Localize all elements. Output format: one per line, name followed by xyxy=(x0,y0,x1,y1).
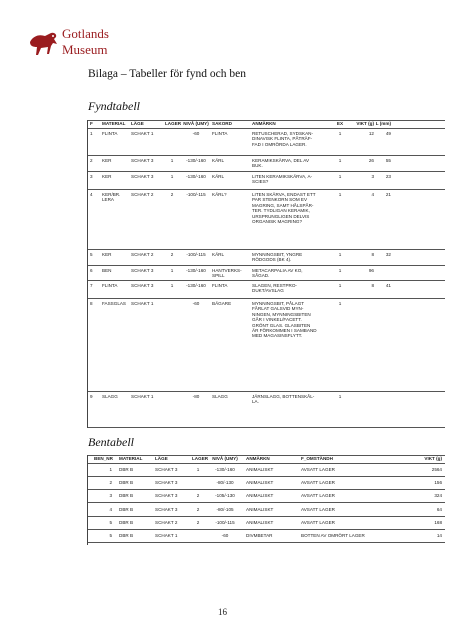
table-cell: 41 xyxy=(385,283,391,288)
logo-line-2: Museum xyxy=(62,42,108,57)
table-cell: 1 xyxy=(338,268,342,273)
table-cell: SCHAKT 2 xyxy=(155,519,178,525)
table-cell: ANIMALISKT xyxy=(246,467,274,472)
table-cell: AVSATT LAGER xyxy=(301,493,335,499)
column-header: NIVÅ (UMY) xyxy=(212,456,238,461)
table-cell: ANIMALISKT xyxy=(246,519,274,525)
table-cell: 168 xyxy=(434,519,442,525)
table-cell: SCHAKT 1 xyxy=(131,301,154,306)
table-cell: AVSATT LAGER xyxy=(301,519,335,525)
table-cell: 96 xyxy=(368,268,374,273)
table-cell: -100/-115 xyxy=(186,192,206,197)
table-cell: FASSGLAS xyxy=(102,301,127,306)
table-rule xyxy=(88,502,445,503)
table-cell: 7 xyxy=(90,283,93,288)
table-cell: DBR B xyxy=(119,533,134,538)
table-cell: BOTTEN AV OMRÖRT LAGER xyxy=(301,533,365,538)
table-cell: -130/-160 xyxy=(186,268,206,273)
table-cell: 8 xyxy=(371,252,374,257)
table-cell: SCHAKT 1 xyxy=(131,394,154,399)
table-cell: KERAMIKSKÄRVA, DEL AV BUK. xyxy=(252,158,310,169)
table-cell: FLINTA xyxy=(102,283,118,288)
table-cell: SCHAKT 1 xyxy=(155,533,178,538)
table-cell: 1 xyxy=(170,158,174,163)
table-cell: JÄRNSLAGG, BOTTENSKÅL- LA. xyxy=(252,394,315,405)
table-cell: 3 xyxy=(371,174,374,179)
table-cell: FLINTA xyxy=(212,131,228,136)
table-cell: 6 xyxy=(90,268,93,273)
table-cell: -60 xyxy=(221,533,229,538)
table-cell: 1 xyxy=(338,394,342,399)
table-cell: KER/BR. LERA xyxy=(102,192,121,203)
table-cell: -60 xyxy=(192,131,200,136)
table-cell: -130/-160 xyxy=(215,467,235,472)
column-header: VIKT (g) xyxy=(424,456,442,461)
table-cell: SLAGG xyxy=(102,394,118,399)
column-header: VIKT (g) xyxy=(356,121,374,126)
column-header: MATERIAL xyxy=(102,121,126,126)
table-cell: DBR B xyxy=(119,519,134,525)
table-cell: 1 xyxy=(338,192,342,197)
table-cell: 2 xyxy=(196,506,200,512)
table-cell: 1 xyxy=(170,268,174,273)
table-cell: 1 xyxy=(109,467,112,472)
column-header: EX xyxy=(336,121,344,126)
table-cell: 1 xyxy=(338,158,342,163)
column-header: F_OMSTÄNDH xyxy=(301,456,333,461)
column-header: ANMÄRKN xyxy=(252,121,276,126)
ben-table-title: Bentabell xyxy=(88,435,134,449)
table-cell: DIVMBETAR xyxy=(246,533,273,538)
column-header: LAGER xyxy=(165,121,182,126)
table-cell: 3 xyxy=(109,493,112,499)
table-cell: -105/-130 xyxy=(215,493,235,499)
table-cell: LITEN KERAMIKSKÄRVA, A- SCIES? xyxy=(252,174,313,185)
table-cell: MYNNINGSBIT, PÅLAGT FÅRLAT GALSVID MYN- NINGEN, MYNNINGSBITEN GÅR I VINKEL/FACETT. GRÖNT GLAS. GLASBITEN ÄR FÖRKOMMEN I SAMBAND MED MAGASINSFLYTT. xyxy=(252,301,317,339)
table-cell: SLAGEN, RESTPRO- DUKT/AVSLAG xyxy=(252,283,297,294)
table-cell: 2564 xyxy=(431,467,442,472)
table-cell: 2 xyxy=(170,192,174,197)
table-cell: KÄRL xyxy=(212,252,225,257)
table-rule xyxy=(88,155,445,156)
table-cell: SCHAKT 3 xyxy=(131,158,154,163)
table-cell: 4 xyxy=(371,192,374,197)
column-header: LÄGE xyxy=(131,121,144,126)
table-cell: -130/-160 xyxy=(186,283,206,288)
table-rule xyxy=(88,489,445,490)
table-cell: FLINTA xyxy=(102,131,118,136)
table-cell: BÄGARE xyxy=(212,301,232,306)
table-cell: -80/-105 xyxy=(216,506,234,512)
table-cell: 1 xyxy=(170,174,174,179)
table-cell: KÄRL? xyxy=(212,192,227,197)
table-cell: KER xyxy=(102,158,112,163)
table-cell: 4 xyxy=(109,506,112,512)
table-cell: FLINTA xyxy=(212,283,228,288)
table-cell: 55 xyxy=(385,158,391,163)
ram-icon xyxy=(27,28,61,58)
table-cell: DBR B xyxy=(119,493,134,499)
table-cell: 1 xyxy=(338,301,342,306)
museum-logo xyxy=(27,22,137,70)
column-header: L (mm) xyxy=(375,121,391,126)
table-cell: 5 xyxy=(109,519,112,525)
column-header: LÄGE xyxy=(155,456,168,461)
table-cell: 4 xyxy=(90,192,93,197)
table-cell: 8 xyxy=(371,283,374,288)
table-cell: 1 xyxy=(338,252,342,257)
table-rule xyxy=(88,427,445,428)
table-cell: SCHAKT 2 xyxy=(131,192,154,197)
table-cell: SCHAKT 3 xyxy=(155,493,178,499)
table-cell: KER xyxy=(102,174,112,179)
table-rule xyxy=(88,128,445,129)
table-left-border xyxy=(87,120,88,428)
page-number: 16 xyxy=(218,607,227,617)
column-header: ANMÄRKN xyxy=(246,456,270,461)
column-header: F xyxy=(90,121,93,126)
table-rule xyxy=(88,298,445,299)
table-cell: ANIMALISKT xyxy=(246,480,274,486)
table-cell: 5 xyxy=(109,533,112,538)
table-rule xyxy=(88,542,445,543)
table-cell: 8 xyxy=(90,301,93,306)
column-header: SAKORD xyxy=(212,121,232,126)
table-cell: -100/-115 xyxy=(186,252,206,257)
table-cell: 26 xyxy=(368,158,374,163)
table-rule xyxy=(88,391,445,392)
table-cell: -130/-160 xyxy=(186,174,206,179)
table-rule xyxy=(88,516,445,517)
table-left-border xyxy=(87,455,88,545)
table-rule xyxy=(88,529,445,530)
table-cell: DBR B xyxy=(119,480,134,486)
table-cell: 5 xyxy=(90,252,93,257)
table-cell: SCHAKT 3 xyxy=(131,268,154,273)
table-cell: SCHAKT 3 xyxy=(155,506,178,512)
table-rule xyxy=(88,463,445,464)
table-cell: 2 xyxy=(90,158,93,163)
table-cell: 49 xyxy=(385,131,391,136)
table-cell: 1 xyxy=(170,283,174,288)
table-cell: KÄRL xyxy=(212,174,225,179)
table-cell: 1 xyxy=(196,467,200,472)
table-cell: 64 xyxy=(436,506,442,512)
table-cell: SCHAKT 3 xyxy=(155,480,178,486)
table-cell: 2 xyxy=(196,519,200,525)
table-cell: MYNNINGSBIT, YNGRE RÖDGODS (BK 4). xyxy=(252,252,303,263)
table-cell: -80/-130 xyxy=(216,480,234,486)
fynd-table xyxy=(88,120,445,428)
table-cell: 32 xyxy=(385,252,391,257)
table-rule xyxy=(88,265,445,266)
table-cell: 3 xyxy=(90,174,93,179)
table-cell: 1 xyxy=(338,174,342,179)
table-cell: SCHAKT 3 xyxy=(131,283,154,288)
table-cell: DBR B xyxy=(119,467,134,472)
table-cell: 2 xyxy=(170,252,174,257)
table-cell: SCHAKT 3 xyxy=(155,467,178,472)
ben-table xyxy=(88,455,445,552)
column-header: NIVÅ (UMY) xyxy=(183,121,209,126)
table-cell: 2 xyxy=(196,493,200,499)
table-cell: 324 xyxy=(434,493,442,499)
table-cell: SLAGG xyxy=(212,394,228,399)
table-cell: -130/-160 xyxy=(186,158,206,163)
table-rule xyxy=(88,189,445,190)
table-cell: RETUSCHERAD, SYDSKAN- DINAVISK FLINTA, PÅTRÄF- FAD I OMRÖRDA LAGER. xyxy=(252,131,314,147)
table-cell: METACARPALIA AV KO, SÅGAD. xyxy=(252,268,303,279)
table-cell: 1 xyxy=(338,283,342,288)
table-rule xyxy=(88,249,445,250)
table-cell: DBR B xyxy=(119,506,134,512)
table-cell: AVSATT LAGER xyxy=(301,467,335,472)
table-cell: 156 xyxy=(434,480,442,486)
table-cell: ANIMALISKT xyxy=(246,493,274,499)
table-cell: 14 xyxy=(436,533,442,538)
table-rule xyxy=(88,171,445,172)
table-cell: 2 xyxy=(109,480,112,486)
fynd-table-title: Fyndtabell xyxy=(88,99,140,113)
table-cell: AVSATT LAGER xyxy=(301,506,335,512)
table-cell: LITEN SKÄRVA, ENDAST ETT PAR STENKORN SOM EV MAGRING, SAMT HÅLSPÅR- TER. TYDLIGAN KERAMIK, URSPRUNGLIGEN DELVIS ORGANISK MAGRING? xyxy=(252,192,316,225)
table-cell: 23 xyxy=(385,174,391,179)
table-cell: SCHAKT 2 xyxy=(131,252,154,257)
table-cell: 1 xyxy=(338,131,342,136)
table-cell: -100/-115 xyxy=(215,519,235,525)
table-cell: SCHAKT 3 xyxy=(131,174,154,179)
table-cell: 21 xyxy=(385,192,391,197)
table-cell: 12 xyxy=(368,131,374,136)
column-header: MATERIAL xyxy=(119,456,143,461)
logo-line-1: Gotlands xyxy=(62,26,109,41)
table-cell: KER xyxy=(102,252,112,257)
column-header: BEN_NR xyxy=(94,456,113,461)
table-cell: BEN xyxy=(102,268,112,273)
table-rule xyxy=(88,280,445,281)
table-cell: 1 xyxy=(90,131,93,136)
table-cell: SCHAKT 1 xyxy=(131,131,154,136)
table-cell: HANTVERKS- SPILL xyxy=(212,268,242,279)
table-cell: -80 xyxy=(192,394,200,399)
column-header: LAGER xyxy=(192,456,209,461)
table-cell: KÄRL xyxy=(212,158,225,163)
table-cell: -60 xyxy=(192,301,200,306)
table-rule xyxy=(88,476,445,477)
table-cell: AVSATT LAGER xyxy=(301,480,335,486)
page-heading: Bilaga – Tabeller för fynd och ben xyxy=(88,68,247,80)
table-cell: ANIMALISKT xyxy=(246,506,274,512)
table-cell: 9 xyxy=(90,394,93,399)
